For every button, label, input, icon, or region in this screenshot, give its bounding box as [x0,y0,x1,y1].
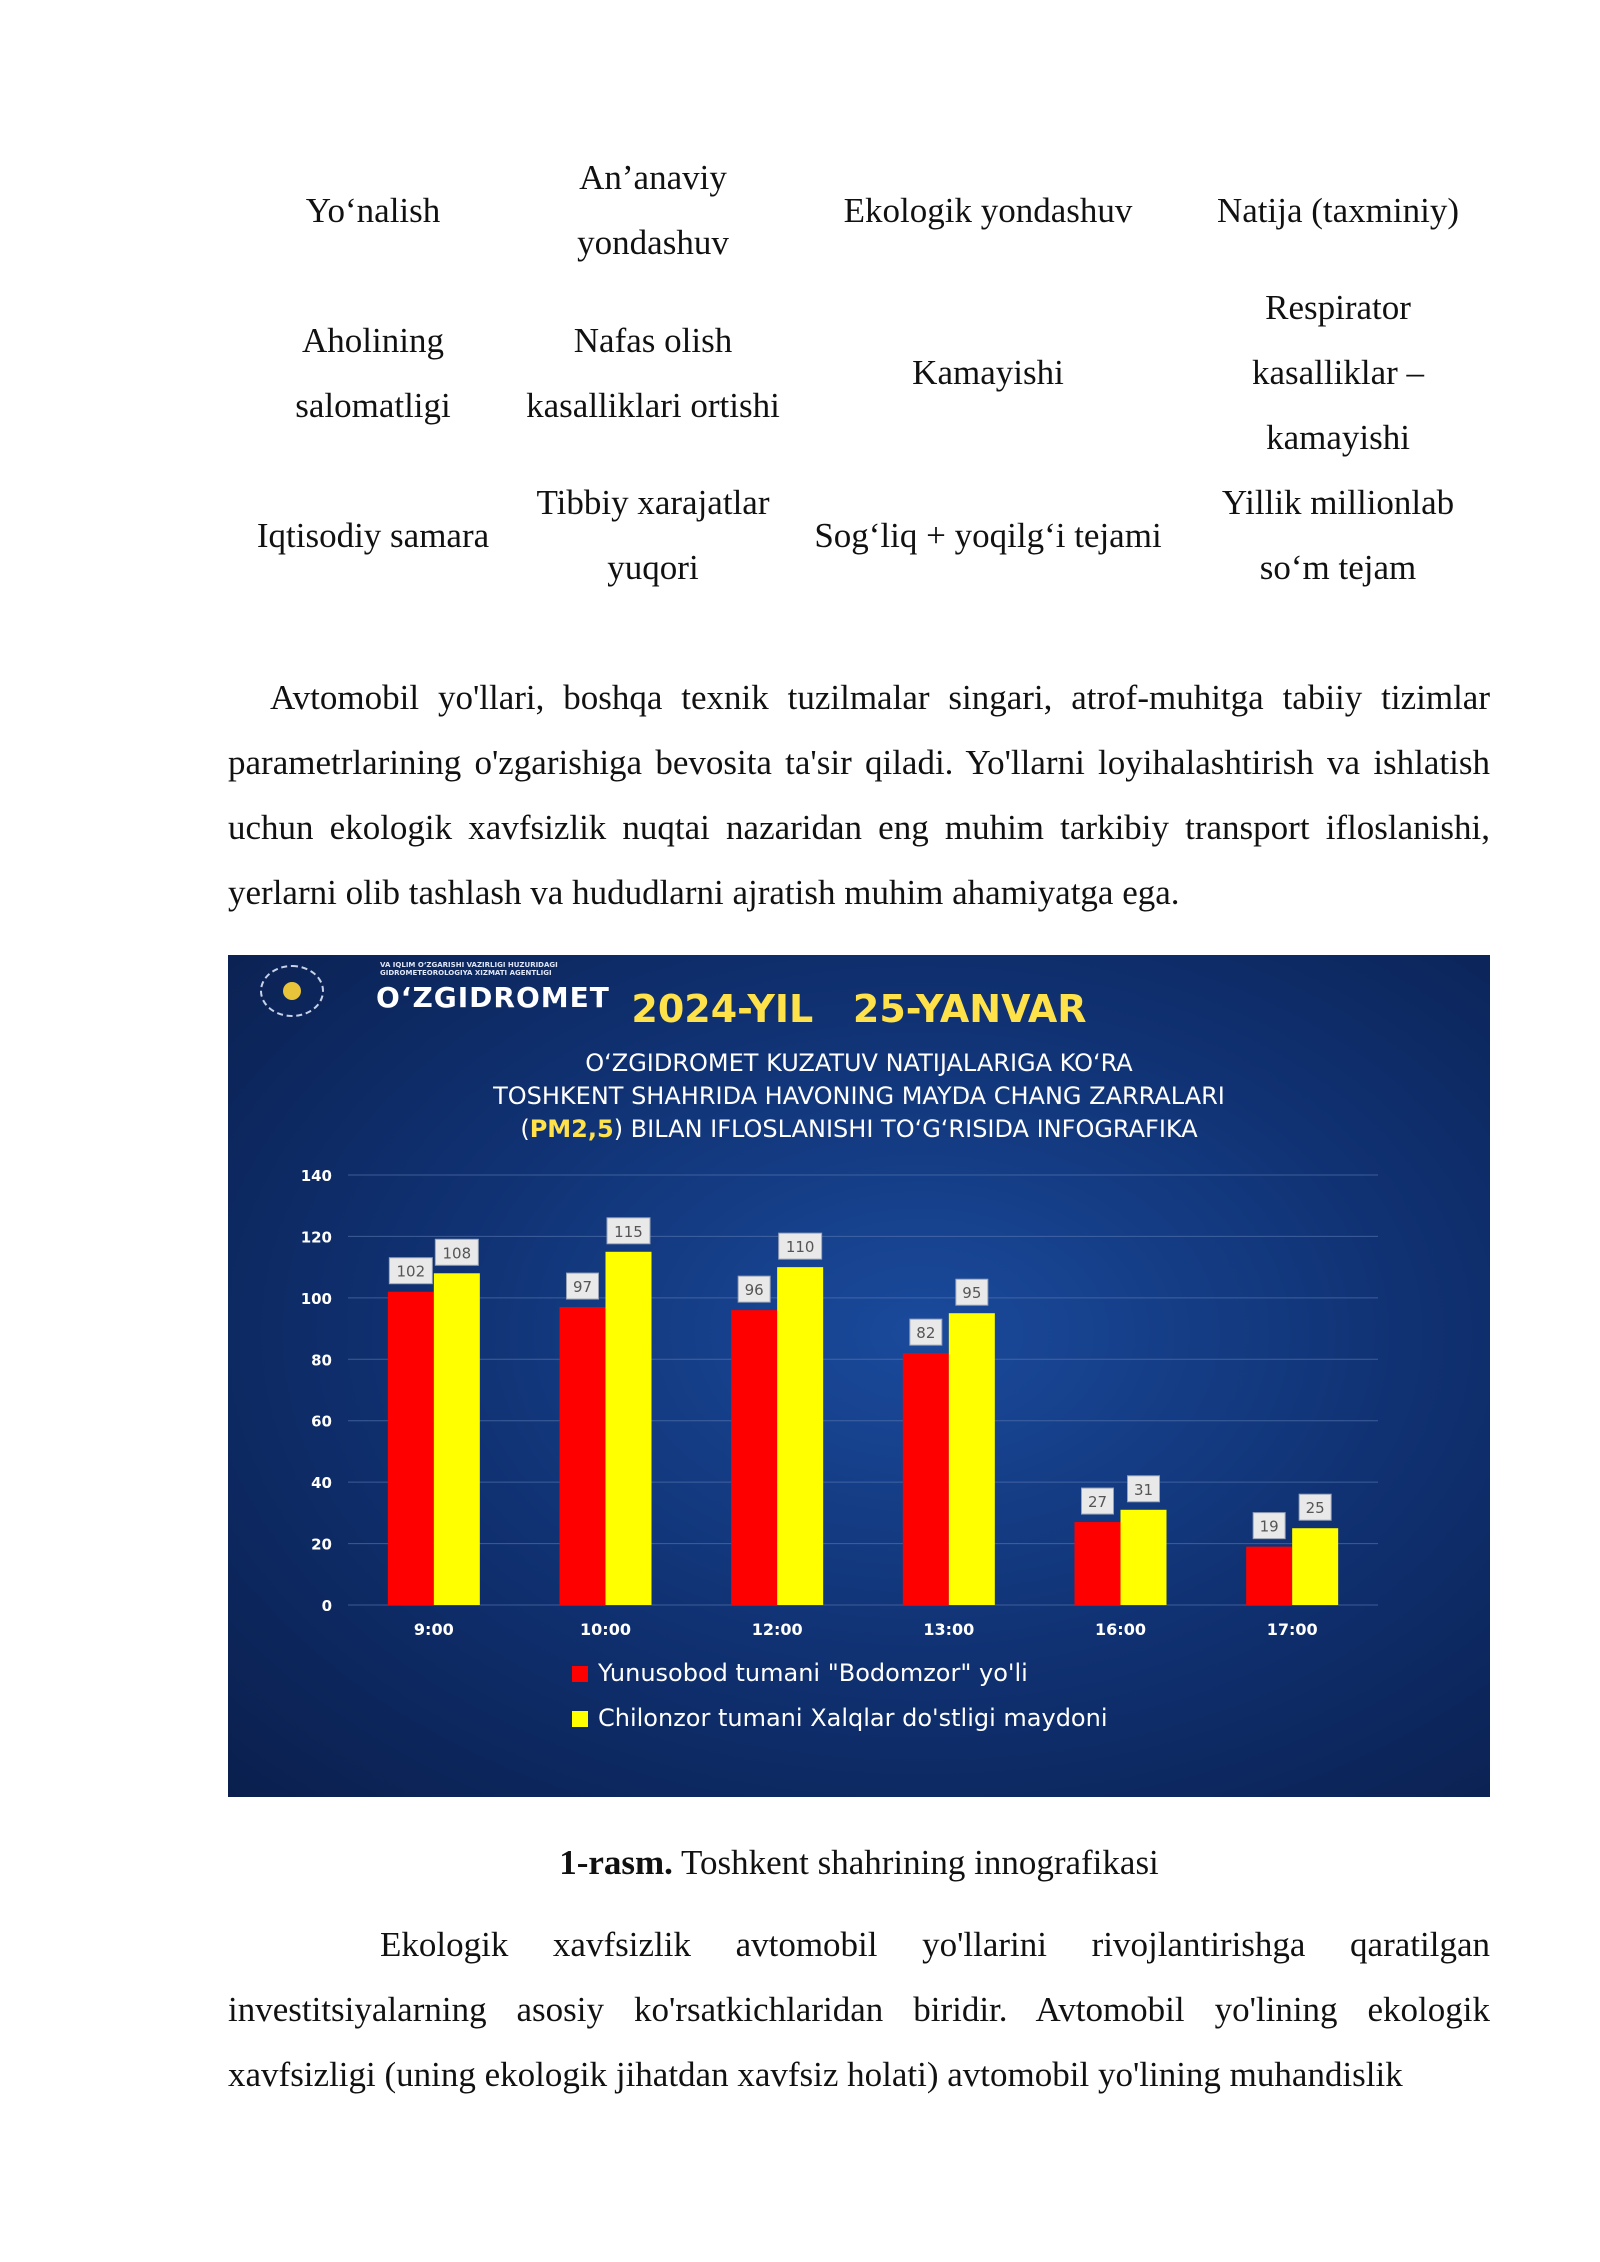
body-paragraph: Ekologik xavfsizlik avtomobil yo'llarini rivojlantirishga qaratilgan investitsiyalarning asosiy ko'rsatkichlaridan biridir. Avtomobil yo'lining ekologik xavfsizligi (uning ekologik jihatdan xavfsiz holati) avtomobil yo'lining muhandislik [228,1925,1490,2094]
data-label: 108 [442,1244,472,1263]
y-tick-label: 20 [311,1535,332,1554]
figure-caption [228,1830,1490,1895]
y-tick-label: 80 [311,1351,332,1370]
table-cell: Nafas olish kasalliklari ortishi [526,320,780,425]
table-cell: Tibbiy xarajatlar yuqori [536,483,770,587]
data-label: 25 [1305,1499,1325,1518]
table-header-cell: Ekologik yondashuv [843,190,1133,230]
agency-line: VA IQLIM O‘ZGARISHI VAZIRLIGI HUZURIDAGI [380,961,558,969]
brand-name: O‘ZGIDROMET [376,981,610,1014]
table-header-cell: An’anaviy yondashuv [577,158,729,262]
data-label: 96 [744,1281,764,1300]
legend-swatch [572,1666,588,1682]
bar [777,1267,823,1605]
x-tick-label: 16:00 [1095,1620,1146,1639]
table-cell: Yillik millionlab so‘m tejam [1221,483,1455,587]
y-tick-label: 0 [321,1597,332,1615]
infographic-title: 2024-YIL 25-YANVAR [631,987,1087,1031]
bar [560,1307,606,1605]
data-label: 19 [1259,1517,1279,1536]
y-tick-label: 40 [311,1474,332,1493]
bar [903,1353,949,1605]
data-label: 97 [572,1278,593,1297]
legend-swatch [572,1711,588,1727]
table-header-row [228,145,1488,275]
caption-label: 1-rasm. [559,1843,673,1882]
data-label: 115 [614,1222,643,1241]
x-tick-label: 12:00 [751,1620,803,1639]
subtitle-line: TOSHKENT SHAHRIDA HAVONING MAYDA CHANG ZARRALARI [493,1082,1225,1110]
bar [1075,1522,1121,1605]
bar [388,1292,434,1605]
x-tick-label: 17:00 [1266,1620,1318,1639]
x-tick-label: 9:00 [413,1620,454,1639]
subtitle-line: O‘ZGIDROMET KUZATUV NATIJALARIGA KO‘RA [585,1049,1133,1077]
legend-label: Yunusobod tumani "Bodomzor" yo'li [598,1659,1028,1687]
table-row [228,275,1488,470]
legend-label: Chilonzor tumani Xalqlar do'stligi maydoni [598,1704,1108,1732]
table-cell: Kamayishi [912,353,1064,392]
bar [1246,1547,1292,1605]
data-label: 82 [916,1324,936,1343]
data-label: 110 [785,1238,815,1257]
data-label: 95 [962,1284,982,1303]
y-tick-label: 140 [300,1167,332,1185]
table-cell: Aholining salomatligi [295,320,451,425]
x-tick-label: 13:00 [923,1620,975,1639]
comparison-table [228,145,1488,600]
table-cell: Iqtisodiy samara [256,515,490,555]
table-header-cell: Natija (taxminiy) [1216,190,1459,230]
data-label: 27 [1087,1493,1108,1512]
bar [1121,1510,1167,1605]
subtitle-rest: ) BILAN IFLOSLANISHI TO‘G‘RISIDA INFOGRAFIKA [613,1115,1198,1143]
table-cell: Sog‘liq + yoqilg‘i tejami [814,515,1162,555]
infographic-figure [228,955,1490,1797]
bar [731,1310,777,1605]
subtitle-bracket: ( [520,1115,530,1143]
pm25-bar-chart [228,955,1490,1797]
bar [434,1273,480,1605]
agency-line: GIDROMETEOROLOGIYA XIZMATI AGENTLIGI [380,969,552,977]
table-header-cell: Yo‘nalish [305,190,441,230]
y-tick-label: 120 [300,1228,332,1247]
pm-highlight: PM2,5 [529,1115,614,1143]
x-tick-label: 10:00 [580,1620,631,1639]
table-cell: Respirator kasalliklar – kamayishi [1251,288,1425,457]
bar [1292,1528,1338,1605]
caption-text: Toshkent shahrining innografikasi [672,1843,1159,1882]
body-paragraph: Avtomobil yo'llari, boshqa texnik tuzilmalar singari, atrof-muhitga tabiiy tizimlar parametrlarining o'zgarishiga bevosita ta'sir qiladi. Yo'llarni loyihalashtirish va ishlatish uchun ekologik xavfsizlik nuqtai nazaridan eng muhim tarkibiy transport ifloslanishi, yerlarni olib tashlash va hududlarni ajratish muhim ahamiyatga ega. [228,678,1490,912]
y-tick-label: 100 [300,1289,332,1308]
data-label: 31 [1133,1480,1154,1499]
bar [949,1313,995,1605]
bar [606,1252,652,1605]
y-tick-label: 60 [311,1412,332,1431]
data-label: 102 [396,1262,426,1281]
table-row [228,470,1488,600]
